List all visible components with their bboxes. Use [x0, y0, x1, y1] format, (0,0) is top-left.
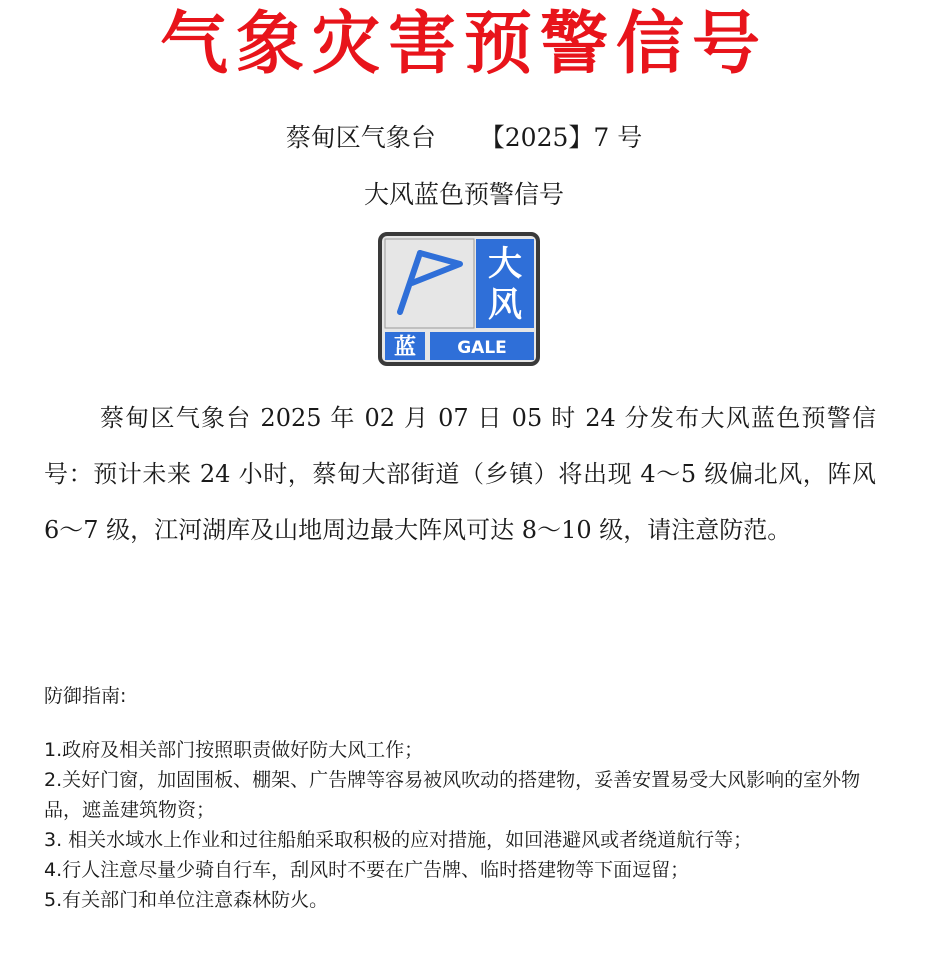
- bulletin-text: 蔡甸区气象台 2025 年 02 月 07 日 05 时 24 分发布大风蓝色预警信号：预计未来 24 小时，蔡甸大部街道（乡镇）将出现 4～5 级偏北风，阵风 6～7 级，江河湖库及山地周边最大阵风可达 8～10 级，请注意防范。: [44, 404, 876, 544]
- page-title: 气象灾害预警信号: [159, 5, 768, 84]
- guide-title: 防御指南:: [44, 685, 127, 707]
- guide-item: 1.政府及相关部门按照职责做好防大风工作；: [44, 739, 424, 761]
- guide-item: 3. 相关水域水上作业和过往船舶采取积极的应对措施，如回港避风或者绕道航行等；: [44, 829, 753, 851]
- issuer-line: [0, 120, 928, 156]
- issuer-station: 蔡甸区气象台: [285, 123, 436, 152]
- signal-name: 大风蓝色预警信号: [363, 180, 564, 209]
- issue-number: 【2025】7 号: [479, 123, 643, 152]
- badge-hazard-char-1: 大: [488, 244, 522, 284]
- badge-english-label: GALE: [457, 338, 507, 358]
- guide-item: 5.有关部门和单位注意森林防火。: [44, 889, 329, 911]
- badge-level-char: 蓝: [393, 335, 417, 360]
- gale-blue-warning-badge: [378, 232, 540, 366]
- guide-item: 4.行人注意尽量少骑自行车，刮风时不要在广告牌、临时搭建物等下面逗留；: [44, 859, 690, 881]
- guide-list: [44, 735, 894, 915]
- badge-hazard-char-2: 风: [488, 285, 522, 325]
- guide-item: 2.关好门窗，加固围板、棚架、广告牌等容易被风吹动的搭建物，妥善安置易受大风影响的室外物品，遮盖建筑物资；: [44, 769, 861, 821]
